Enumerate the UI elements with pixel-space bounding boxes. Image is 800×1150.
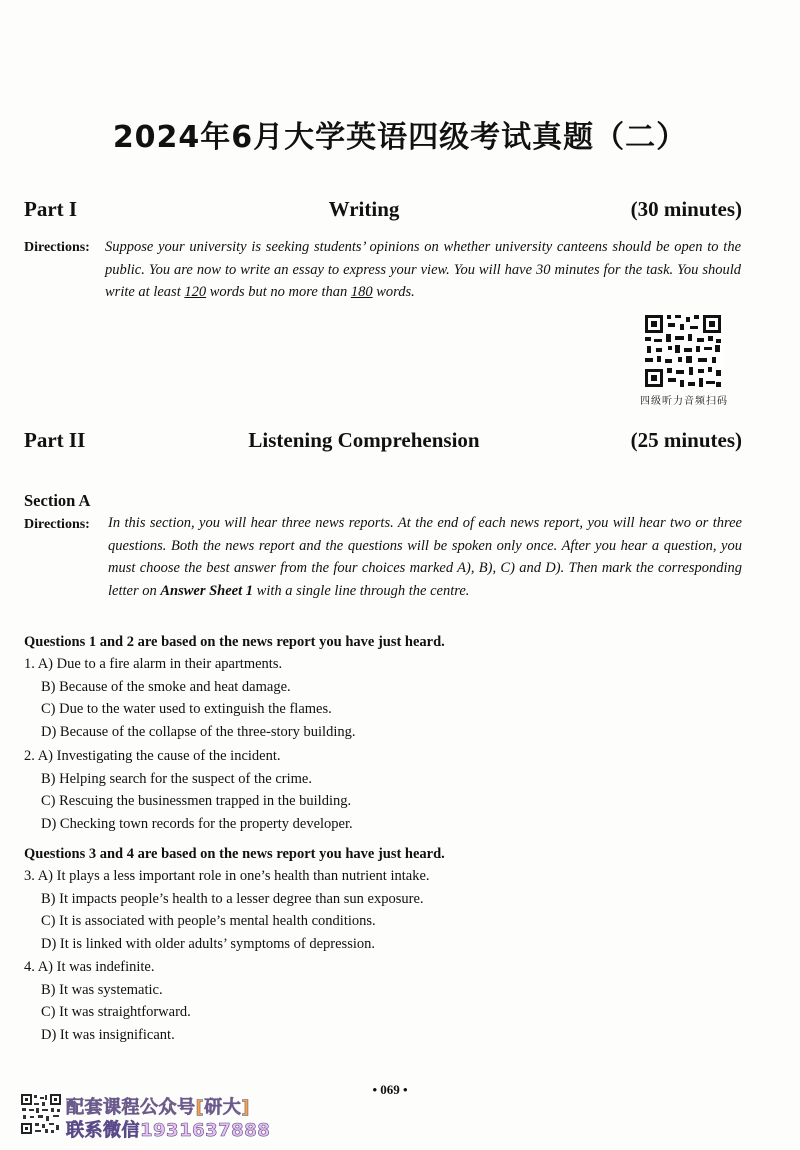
option[interactable]: A) It plays a less important role in one’s health than nutrient intake. (37, 868, 430, 884)
directions-text: words but no more than (206, 284, 351, 300)
question-2 (24, 745, 724, 835)
option[interactable]: C) It is associated with people’s mental health conditions. (41, 913, 376, 929)
option[interactable]: A) Investigating the cause of the incident. (37, 748, 281, 764)
option[interactable]: C) Rescuing the businessmen trapped in the building. (41, 793, 352, 809)
question-4 (24, 956, 724, 1046)
page-title: 2024年6月大学英语四级考试真题（二） (112, 120, 688, 155)
part-2-name: Listening Comprehension (248, 428, 480, 452)
option[interactable]: D) Because of the collapse of the three-story building. (41, 723, 356, 740)
option[interactable]: B) It impacts people’s health to a lesser degree than sun exposure. (41, 890, 424, 907)
question-group-heading: Questions 1 and 2 are based on the news report you have just heard. (24, 634, 445, 650)
option[interactable]: C) It was straightforward. (41, 1004, 191, 1020)
question-3 (24, 865, 724, 955)
part-1-directions-label: Directions: (24, 240, 90, 255)
section-a-directions (108, 512, 742, 602)
min-words: 120 (184, 284, 207, 300)
question-1 (24, 653, 724, 743)
part-1-time: (30 minutes) (630, 197, 742, 221)
option[interactable]: C) Due to the water used to extinguish the flames. (41, 701, 332, 717)
question-number: 3. (24, 868, 35, 884)
watermark-qr-icon (20, 1093, 62, 1135)
directions-text: with a single line through the centre. (253, 582, 470, 599)
option[interactable]: A) It was indefinite. (37, 959, 155, 975)
section-a-title: Section A (24, 491, 91, 510)
qr-caption: 四级听力音频扫码 (640, 396, 728, 407)
option[interactable]: D) It was insignificant. (41, 1026, 175, 1043)
answer-sheet-ref: Answer Sheet 1 (160, 582, 254, 599)
page-number: • 069 • (372, 1082, 408, 1097)
question-number: 4. (24, 959, 35, 975)
question-number: 1. (24, 656, 35, 672)
part-2-header (24, 428, 742, 458)
option[interactable]: D) It is linked with older adults’ symptoms of depression. (41, 935, 375, 952)
option[interactable]: B) Because of the smoke and heat damage. (41, 678, 291, 695)
part-2-label: Part II (24, 428, 86, 452)
part-1-header (24, 197, 742, 227)
section-a-directions-label: Directions: (24, 517, 90, 532)
part-1-directions (105, 236, 741, 304)
option[interactable]: A) Due to a fire alarm in their apartments. (37, 656, 283, 672)
option[interactable]: B) It was systematic. (41, 981, 163, 998)
directions-text: Suppose your university is seeking students’ opinions on whether university canteens should be open to the public. You are now to write an essay to express your view. You will have 30 minutes for the task. You should write at least (105, 239, 741, 300)
watermark-line-1: 配套课程公众号[研大] (66, 1097, 250, 1118)
directions-text: words. (372, 284, 415, 300)
qr-code-icon[interactable] (642, 312, 724, 390)
part-1-label: Part I (24, 197, 78, 221)
watermark-line-2: 联系微信1931637888 (66, 1120, 271, 1141)
max-words: 180 (350, 284, 373, 300)
part-1-name: Writing (328, 197, 400, 221)
option[interactable]: D) Checking town records for the property developer. (41, 815, 353, 832)
question-number: 2. (24, 748, 35, 764)
question-group-heading: Questions 3 and 4 are based on the news report you have just heard. (24, 846, 445, 862)
part-2-time: (25 minutes) (630, 428, 742, 452)
option[interactable]: B) Helping search for the suspect of the crime. (41, 770, 312, 787)
directions-text: In this section, you will hear three news reports. At the end of each news report, you will hear two or three questions. Both the news report and the questions will be spoken only once. After you hear a question, you must choose the best answer from the four choices marked A), B), C) and D). Then mark the corresponding letter on (108, 515, 742, 599)
